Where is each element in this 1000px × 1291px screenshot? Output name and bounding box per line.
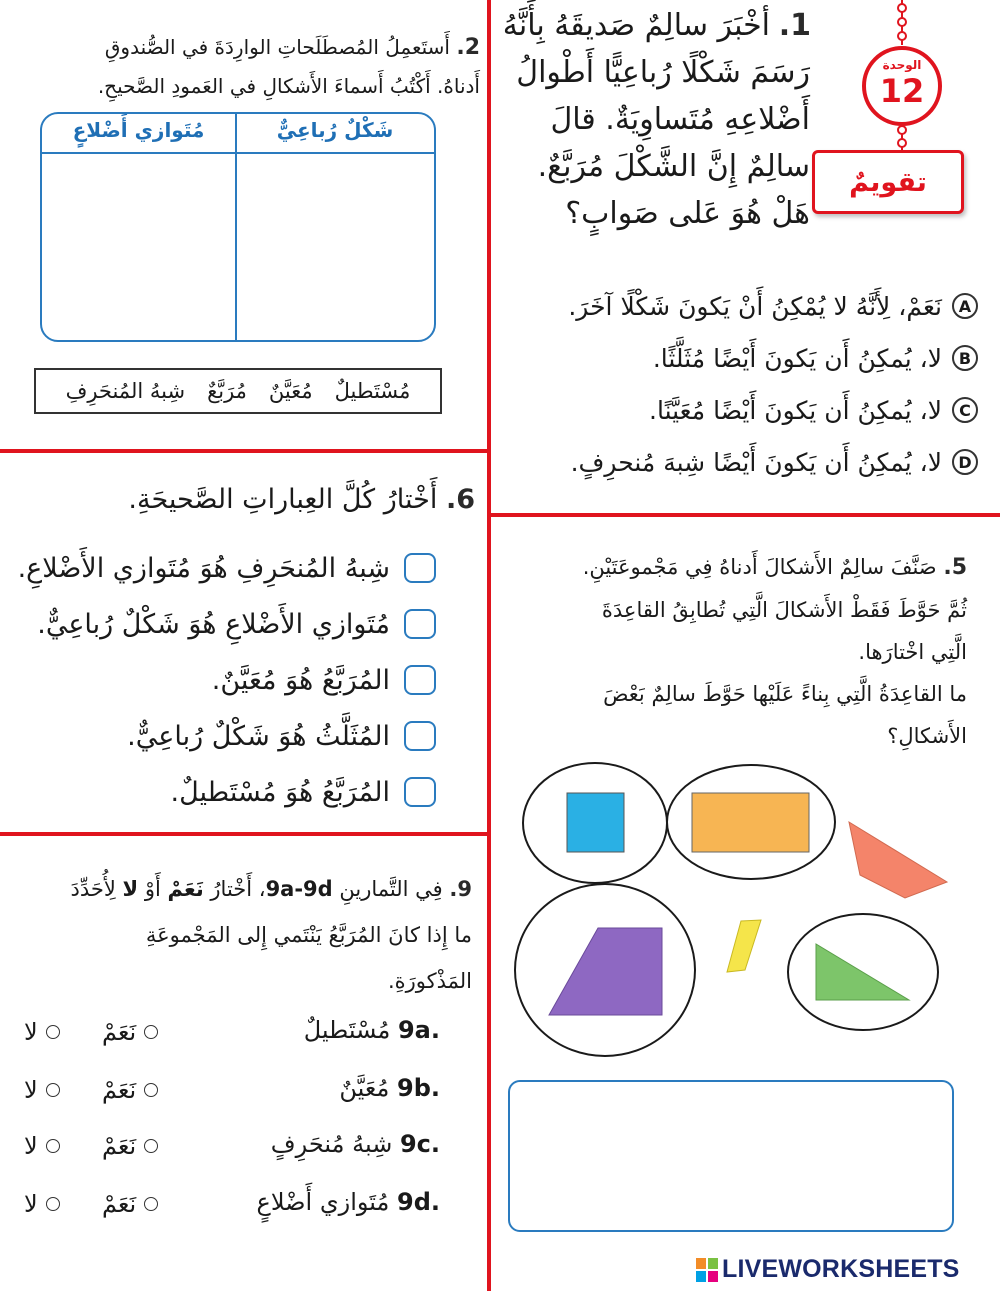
q9-item-text: مُعَيَّنٌ <box>339 1074 390 1102</box>
quadrilateral-shape <box>849 822 947 898</box>
option-letter: A <box>952 293 978 319</box>
radio-button[interactable] <box>46 1139 60 1153</box>
option-letter: C <box>952 397 978 423</box>
q9-item-text: شِبهُ مُنحَرِفٍ <box>270 1130 393 1158</box>
statement-text: شِبهُ المُنحَرِفِ هُوَ مُتَوازي الأَضْلاعِ. <box>17 552 390 584</box>
no-label: لا <box>24 1018 38 1046</box>
word-bank-item: مُعَيَّنٌ <box>268 379 313 403</box>
triangle-shape <box>816 944 909 1000</box>
q5-line-3: الَّتِي اخْتارَها. <box>858 640 967 664</box>
q9d-yes[interactable] <box>102 1190 158 1218</box>
q2-table-header-rule <box>42 152 434 154</box>
q9-range: 9a-9d <box>265 877 333 901</box>
q2-table <box>40 112 436 342</box>
q9-line-1-post: لِأُحَدِّدَ <box>70 877 123 901</box>
q1-option-d[interactable] <box>500 436 978 488</box>
q1-option-c[interactable] <box>500 384 978 436</box>
assessment-label: تقويمٌ <box>849 166 927 198</box>
option-text: لا، يُمكِنُ أَن يَكونَ أَيْضًا شِبهَ مُنحرِفٍ. <box>570 447 942 477</box>
q2-number: 2. <box>456 35 480 60</box>
q5-line-1: صَنَّفَ سالِمٌ الأَشكالَ أَدناهُ فِي مَجْموعَتَيْنِ. <box>582 555 937 579</box>
q1-number: 1. <box>778 8 811 43</box>
q2-answer-right[interactable] <box>238 155 433 339</box>
radio-button[interactable] <box>144 1139 158 1153</box>
q2-line-1: أَستَعمِلُ المُصطَلَحاتِ الوارِدَةَ في الصُّندوقِ <box>104 35 450 59</box>
q1-options <box>500 280 978 488</box>
checkbox[interactable] <box>404 721 436 751</box>
q9-item-number: 9b. <box>397 1074 440 1102</box>
checkbox[interactable] <box>404 777 436 807</box>
q9-row-c <box>20 1130 440 1170</box>
unit-number: 12 <box>879 72 925 110</box>
q6-statement-1[interactable] <box>10 540 436 596</box>
q9-line-1-pre: فِي التَّمارينِ <box>332 877 443 901</box>
word-bank-item: مُرَبَّعٌ <box>207 379 247 403</box>
divider-vertical <box>487 0 491 1291</box>
q2-col-header-right: شَكْلٌ رُباعِيٌّ <box>276 118 394 142</box>
q9-item-text: مُسْتَطيلٌ <box>303 1016 391 1044</box>
checkbox[interactable] <box>404 609 436 639</box>
q9-or-word: أَوْ <box>138 877 168 901</box>
q1-line-3: أَضْلاعِهِ مُتَساوِيَةٌ. قالَ <box>550 102 810 137</box>
checkbox[interactable] <box>404 553 436 583</box>
yes-label: نَعَمْ <box>102 1132 137 1160</box>
q6-statement-2[interactable] <box>10 596 436 652</box>
q9-number: 9. <box>449 877 472 901</box>
q1-line-1: أخْبَرَ سالِمٌ صَديقَهُ بِأَنَّهُ <box>502 8 770 43</box>
q6-statement-5[interactable] <box>10 764 436 820</box>
q1-line-5: هَلْ هُوَ عَلى صَوابٍ؟ <box>565 196 810 231</box>
q1-line-4: سالِمٌ إِنَّ الشَّكْلَ مُرَبَّعٌ. <box>537 149 810 184</box>
brand-name: LIVEWORKSHEETS <box>722 1255 960 1283</box>
option-text: لا، يُمكِنُ أَن يَكونَ أَيْضًا مُثَلَّثًا. <box>652 343 942 373</box>
q9-line-3: المَذْكورَةِ. <box>387 969 472 993</box>
q9c-yes[interactable] <box>102 1132 158 1160</box>
q9-stem <box>12 866 472 1004</box>
q1-stem <box>500 2 810 237</box>
liveworksheets-logo <box>696 1255 960 1284</box>
statement-text: مُتَوازي الأَضْلاعِ هُوَ شَكْلٌ رُباعِيٌّ. <box>37 608 390 640</box>
q9-row-a <box>20 1016 440 1056</box>
q9d-no[interactable] <box>24 1190 60 1218</box>
radio-button[interactable] <box>46 1083 60 1097</box>
divider-left-2 <box>0 832 489 836</box>
q5-number: 5. <box>943 555 967 580</box>
word-bank-item: مُسْتَطيلٌ <box>334 379 411 403</box>
q9-item-text: مُتَوازي أَضْلاعٍ <box>256 1188 390 1216</box>
statement-text: المُثَلَّثُ هُوَ شَكْلٌ رُباعِيٌّ. <box>127 720 390 752</box>
divider-right-1 <box>489 513 1000 517</box>
radio-button[interactable] <box>46 1197 60 1211</box>
q2-word-bank <box>34 368 442 414</box>
q9a-yes[interactable] <box>102 1018 158 1046</box>
q1-option-b[interactable] <box>500 332 978 384</box>
q5-line-5: الأَشكالِ؟ <box>887 724 967 748</box>
q9-no-word: لا <box>122 877 139 901</box>
statement-text: المُرَبَّعُ هُوَ مُسْتَطيلٌ. <box>170 776 390 808</box>
q5-shapes <box>505 760 975 1065</box>
q5-answer-box[interactable] <box>508 1080 954 1232</box>
yes-label: نَعَمْ <box>102 1076 137 1104</box>
rectangle-shape <box>692 793 809 852</box>
trapezoid-shape <box>549 928 662 1015</box>
q9-item-number: 9a. <box>397 1016 440 1044</box>
statement-text: المُرَبَّعُ هُوَ مُعَيَّنٌ. <box>211 664 390 696</box>
q6-statements <box>10 540 436 820</box>
option-text: لا، يُمكِنُ أَن يَكونَ أَيْضًا مُعَيَّنًا. <box>649 395 942 425</box>
q2-table-col-rule <box>235 114 237 340</box>
q6-prompt <box>20 484 475 515</box>
no-label: لا <box>24 1190 38 1218</box>
no-label: لا <box>24 1076 38 1104</box>
assessment-label-box <box>812 150 964 214</box>
q9-item-number: 9c. <box>399 1130 440 1158</box>
unit-label: الوحدة <box>882 58 922 72</box>
q9a-no[interactable] <box>24 1018 60 1046</box>
q1-line-2: رَسَمَ شَكْلًا رُباعِيًّا أَطْوالُ <box>516 55 810 90</box>
q9-yes-word: نَعَمْ <box>167 877 204 901</box>
rhombus-shape <box>727 920 761 972</box>
yes-label: نَعَمْ <box>102 1018 137 1046</box>
no-label: لا <box>24 1132 38 1160</box>
q9-row-d <box>20 1188 440 1228</box>
radio-button[interactable] <box>46 1025 60 1039</box>
radio-button[interactable] <box>144 1025 158 1039</box>
q2-line-2: أَدناهُ. أَكْتُبُ أَسماءَ الأَشكالِ في العَمودِ الصَّحيحِ. <box>97 74 480 98</box>
option-letter: D <box>952 449 978 475</box>
q5-line-2: ثُمَّ حَوَّطَ فَقَطْ الأَشكالَ الَّتِي تُطابِقُ القاعِدَةَ <box>601 598 967 622</box>
q6-statement-4[interactable] <box>10 708 436 764</box>
q5-line-4: ما القاعِدَةُ الَّتِي بِناءً عَلَيْها حَوَّطَ سالِمٌ بَعْضَ <box>603 682 967 706</box>
q9-row-b <box>20 1074 440 1114</box>
q6-statement-3[interactable] <box>10 652 436 708</box>
option-letter: B <box>952 345 978 371</box>
q9b-no[interactable] <box>24 1076 60 1104</box>
option-text: نَعَمْ، لِأَنَّهُ لا يُمْكِنُ أَنْ يَكونَ شَكْلًا آخَرَ. <box>568 291 942 321</box>
q2-stem <box>10 28 480 105</box>
divider-left-1 <box>0 449 489 453</box>
q9-line-1-mid: ، أَخْتارُ <box>203 877 266 901</box>
q6-prompt-text: أَخْتارُ كُلَّ العِباراتِ الصَّحيحَةِ. <box>128 484 438 515</box>
q9b-yes[interactable] <box>102 1076 158 1104</box>
q5-stem <box>505 546 967 757</box>
yes-label: نَعَمْ <box>102 1190 137 1218</box>
q9c-no[interactable] <box>24 1132 60 1160</box>
square-shape <box>567 793 624 852</box>
radio-button[interactable] <box>144 1197 158 1211</box>
q2-answer-left[interactable] <box>42 155 234 339</box>
q1-option-a[interactable] <box>500 280 978 332</box>
q6-number: 6. <box>445 484 475 515</box>
q2-col-header-left: مُتَوازي أَضْلاعٍ <box>72 118 205 142</box>
q9-line-2: ما إِذا كانَ المُرَبَّعُ يَنْتَمي إِلى المَجْموعَةِ <box>145 923 472 947</box>
checkbox[interactable] <box>404 665 436 695</box>
q9-item-number: 9d. <box>397 1188 440 1216</box>
radio-button[interactable] <box>144 1083 158 1097</box>
liveworksheets-logo-icon <box>696 1258 718 1282</box>
word-bank-item: شِبهُ المُنحَرِفِ <box>65 379 186 403</box>
